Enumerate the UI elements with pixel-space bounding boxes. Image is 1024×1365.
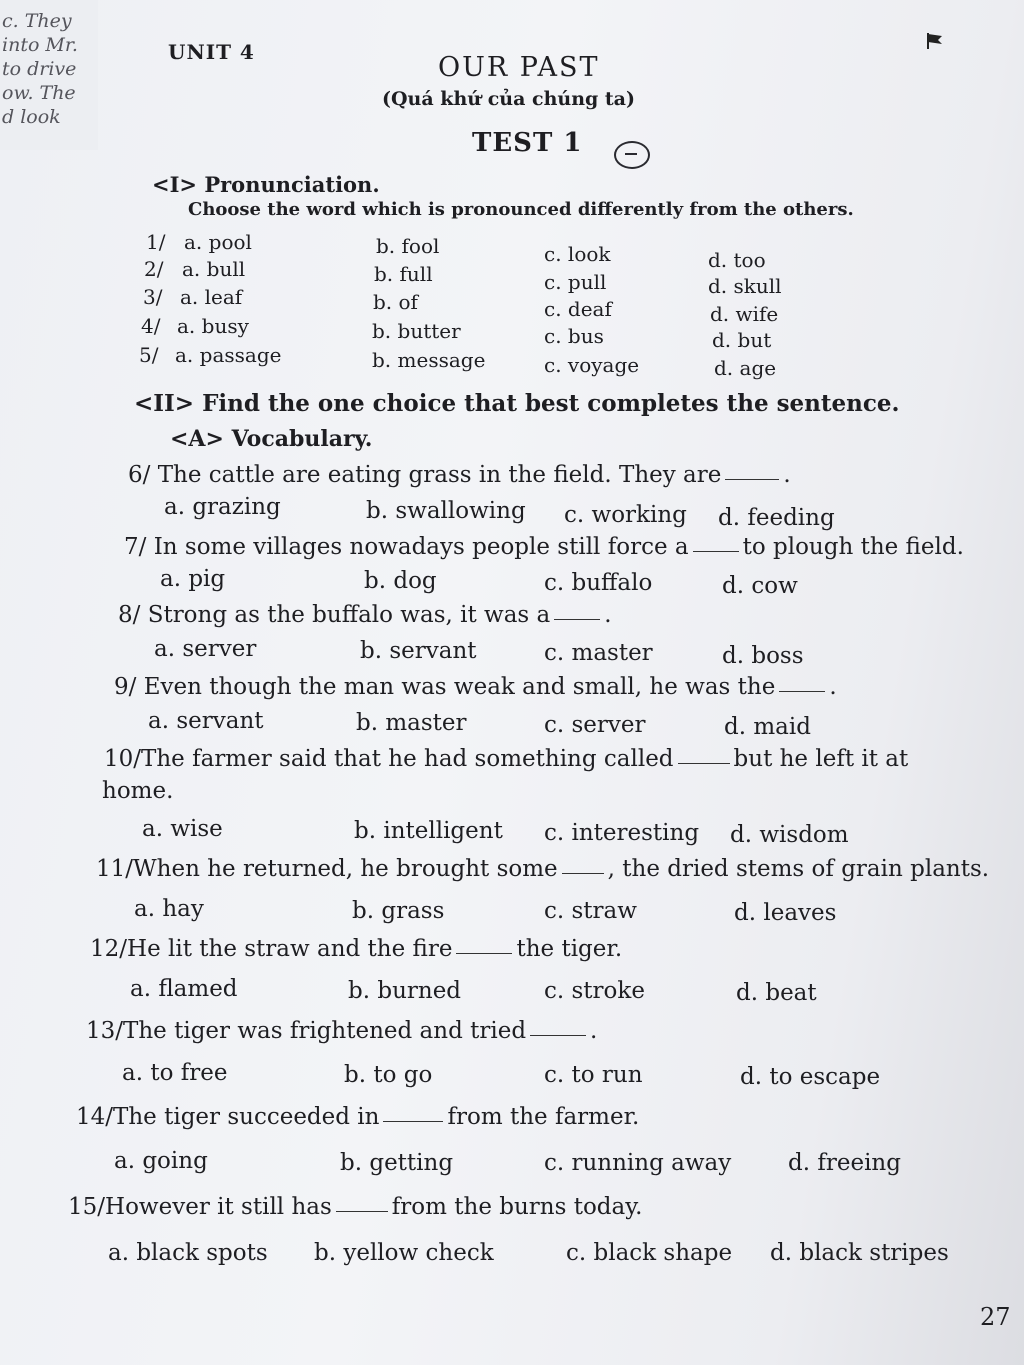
option-d: d. freeing <box>788 1150 901 1176</box>
question-text: 12/He lit the straw and the fire the tiger. <box>90 936 623 962</box>
question-text: 8/ Strong as the buffalo was, it was a . <box>118 602 612 628</box>
section-heading-completion: <II> Find the one choice that best completes the sentence. <box>134 390 900 417</box>
option-d: d. feeding <box>718 505 835 531</box>
option-d: d. to escape <box>740 1064 881 1090</box>
option-a: a. busy <box>177 314 249 338</box>
question-text: 11/When he returned, he brought some , the dried stems of grain plants. <box>96 856 990 882</box>
prev-page-line: d look <box>2 106 61 128</box>
option-c: c. interesting <box>544 820 700 846</box>
option-b: b. full <box>374 262 433 286</box>
option-c: c. master <box>544 640 653 666</box>
question-text: 15/However it still has from the burns today. <box>68 1194 643 1220</box>
option-a: a. black spots <box>108 1240 268 1266</box>
option-b: b. yellow check <box>314 1240 494 1266</box>
option-c: c. straw <box>544 898 637 924</box>
option-b: b. burned <box>348 978 462 1004</box>
option-a: a. leaf <box>180 285 243 309</box>
option-a: a. servant <box>148 708 264 734</box>
option-a: a. flamed <box>130 976 238 1002</box>
option-c: c. pull <box>544 270 607 294</box>
prev-page-line: into Mr. <box>2 34 78 56</box>
question-number: 3/ <box>143 285 163 309</box>
option-a: a. grazing <box>164 494 281 520</box>
question-text: 14/The tiger succeeded in from the farmer. <box>76 1104 640 1130</box>
question-number: 4/ <box>141 314 161 338</box>
test-title: TEST 1 <box>472 128 583 158</box>
option-c: c. black shape <box>566 1240 733 1266</box>
option-d: d. boss <box>722 643 804 669</box>
prev-page-line: ow. The <box>2 82 76 104</box>
option-c: c. server <box>544 712 646 738</box>
option-b: b. intelligent <box>354 818 503 844</box>
option-b: b. of <box>373 290 418 314</box>
option-b: b. master <box>356 710 467 736</box>
page-title: OUR PAST <box>438 52 600 83</box>
option-a: a. pool <box>184 230 252 254</box>
option-c: c. stroke <box>544 978 645 1004</box>
page-subtitle: (Quá khứ của chúng ta) <box>382 88 635 110</box>
option-b: b. dog <box>364 568 437 594</box>
option-c: c. deaf <box>544 297 612 321</box>
option-b: b. fool <box>376 234 440 258</box>
option-a: a. wise <box>142 816 223 842</box>
option-b: b. getting <box>340 1150 454 1176</box>
option-d: d. skull <box>708 274 782 298</box>
option-a: a. passage <box>175 343 282 367</box>
question-number: 2/ <box>144 257 164 281</box>
option-b: b. message <box>372 348 486 372</box>
option-d: d. wisdom <box>730 822 849 848</box>
option-b: b. butter <box>372 319 461 343</box>
prev-page-line: c. They <box>2 10 72 32</box>
option-d: d. maid <box>724 714 811 740</box>
option-c: c. voyage <box>544 353 640 377</box>
option-a: a. going <box>114 1148 208 1174</box>
question-text: 9/ Even though the man was weak and small, he was the . <box>114 674 837 700</box>
flag-icon <box>926 32 944 50</box>
previous-page-edge <box>0 0 98 150</box>
option-c: c. buffalo <box>544 570 653 596</box>
prev-page-line: to drive <box>2 58 77 80</box>
question-number: 1/ <box>146 230 166 254</box>
option-a: a. hay <box>134 896 204 922</box>
option-d: d. age <box>714 356 777 380</box>
question-text-continued: home. <box>102 778 174 804</box>
option-d: d. leaves <box>734 900 837 926</box>
hand-drawn-circle <box>614 141 650 169</box>
question-number: 5/ <box>139 343 159 367</box>
question-text: 13/The tiger was frightened and tried . <box>86 1018 598 1044</box>
section-subheading-vocabulary: <A> Vocabulary. <box>170 426 373 452</box>
section-heading-pronunciation: <I> Pronunciation. <box>152 172 380 197</box>
unit-label: UNIT 4 <box>168 40 255 64</box>
question-text: 10/The farmer said that he had something called but he left it at <box>104 746 909 772</box>
option-a: a. to free <box>122 1060 228 1086</box>
page-number: 27 <box>980 1303 1011 1331</box>
option-b: b. servant <box>360 638 477 664</box>
option-a: a. bull <box>182 257 246 281</box>
option-c: c. bus <box>544 324 604 348</box>
option-d: d. beat <box>736 980 817 1006</box>
option-c: c. to run <box>544 1062 643 1088</box>
option-b: b. to go <box>344 1062 433 1088</box>
option-c: c. running away <box>544 1150 732 1176</box>
option-a: a. pig <box>160 566 226 592</box>
option-c: c. working <box>564 502 687 528</box>
option-a: a. server <box>154 636 257 662</box>
option-b: b. grass <box>352 898 445 924</box>
option-d: d. cow <box>722 573 798 599</box>
section-instruction: Choose the word which is pronounced differently from the others. <box>188 199 854 220</box>
option-d: d. wife <box>710 302 779 326</box>
question-text: 6/ The cattle are eating grass in the field. They are . <box>128 462 791 488</box>
question-text: 7/ In some villages nowadays people still force a to plough the field. <box>124 534 964 560</box>
option-d: d. black stripes <box>770 1240 949 1266</box>
option-b: b. swallowing <box>366 498 526 524</box>
option-d: d. but <box>712 328 772 352</box>
option-c: c. look <box>544 242 611 266</box>
option-d: d. too <box>708 248 766 272</box>
